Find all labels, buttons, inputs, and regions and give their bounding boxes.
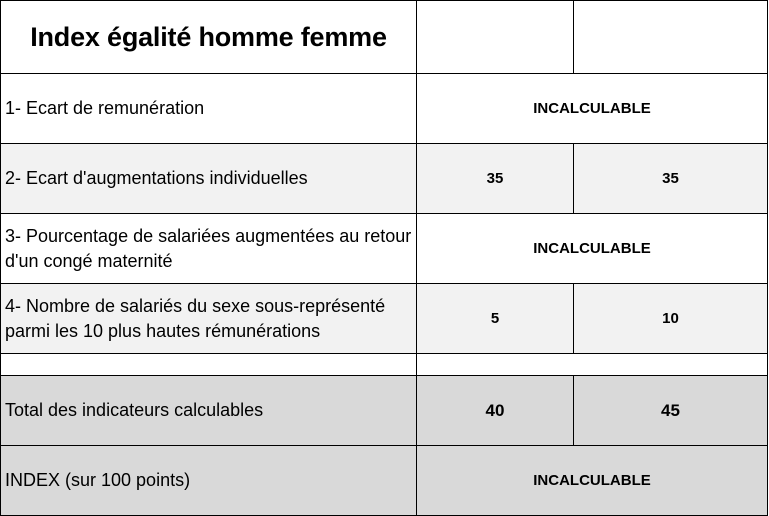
row-merged-value: INCALCULABLE [417, 214, 768, 284]
table-row [1, 74, 768, 144]
table-row [1, 214, 768, 284]
spacer-cell [417, 354, 768, 376]
header-points-maximum: Nombre de points maximum des indicateurs calculables [574, 1, 768, 74]
total-row [1, 376, 768, 446]
index-row [1, 446, 768, 516]
spacer-cell [1, 354, 417, 376]
index-label: INDEX (sur 100 points) [1, 446, 417, 516]
row-merged-value: INCALCULABLE [417, 74, 768, 144]
table-title: Index égalité homme femme [1, 1, 417, 74]
index-value: INCALCULABLE [417, 446, 768, 516]
total-max: 45 [574, 376, 768, 446]
row-label: 3- Pourcentage de salariées augmentées au retour d'un congé maternité [1, 214, 417, 284]
row-points: 35 [417, 144, 574, 214]
total-points: 40 [417, 376, 574, 446]
row-max: 35 [574, 144, 768, 214]
row-label: 1- Ecart de remunération [1, 74, 417, 144]
table-row [1, 284, 768, 354]
table-row [1, 144, 768, 214]
row-label: 2- Ecart d'augmentations individuelles [1, 144, 417, 214]
header-points-obtenus: Points obtenus [417, 1, 574, 74]
row-max: 10 [574, 284, 768, 354]
total-label: Total des indicateurs calculables [1, 376, 417, 446]
row-label: 4- Nombre de salariés du sexe sous-représenté parmi les 10 plus hautes rémunérations [1, 284, 417, 354]
row-points: 5 [417, 284, 574, 354]
spacer-row [1, 354, 768, 376]
header-row [1, 1, 768, 74]
